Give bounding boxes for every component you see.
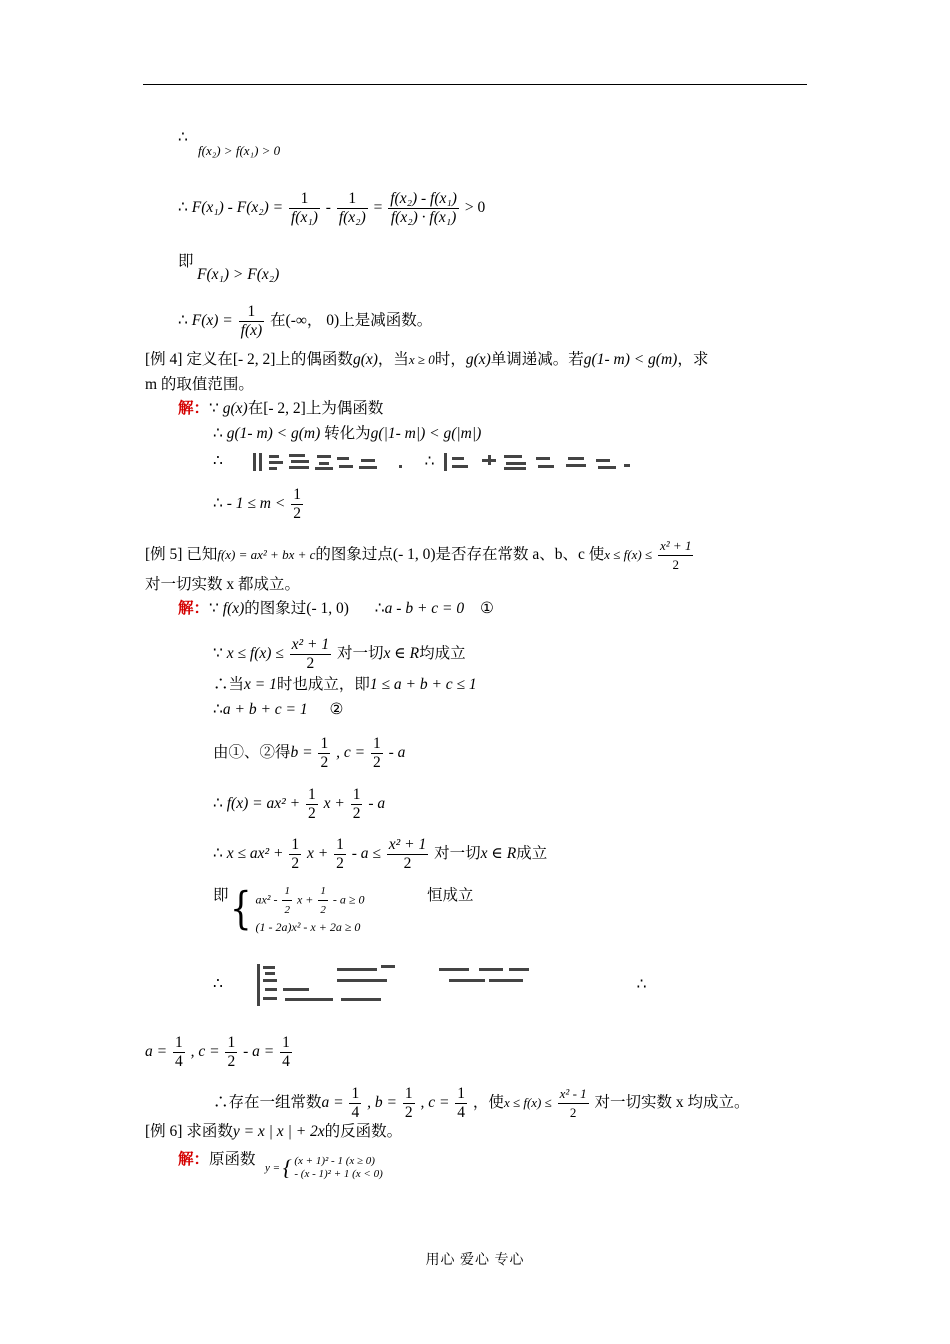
system-rows: ax² - $\frac{1}{2}$ x + $\frac{1}{2}$ - a ≥ 0 (1 - 2a)x² - x + 2a ≥ 0: [256, 882, 365, 936]
fraction: $\frac{1}{4}$: [351, 1085, 360, 1121]
fraction: $\frac{1}{f(x)}$: [240, 303, 263, 339]
garbled-formula-image: [438, 451, 658, 473]
fraction: $\frac{1}{2}$: [336, 836, 344, 872]
always-holds-text: 恒成立: [427, 887, 474, 904]
solution-5-line-7: ∴ x ≤ ax² + $\frac{1}{2}$ x + $\frac{1}{2}$ - a ≤ $\frac{\text{x² + 1}}{2}$ 对一切x ∈ R成立: [213, 836, 548, 872]
fraction: $\frac{1}{2}$: [404, 1085, 413, 1121]
example-5-statement: [例 5] 已知f(x) = ax² + bx + c的图象过点(- 1, 0)是否存在常数 a、b、c 使x ≤ f(x) ≤ $\frac{\text{x² + 1}}{2}$: [145, 538, 692, 572]
fraction: $\frac{1}{2}$: [307, 786, 316, 822]
brace-icon: {: [230, 883, 252, 935]
fraction: $\frac{1}{4}$: [174, 1034, 183, 1070]
solution-5-line-8: 即: [213, 887, 229, 904]
solution-4-line-2: ∴ g(1- m) < g(m) 转化为g(|1- m|) < g(|m|): [213, 425, 482, 442]
solution-5-line-2: ∵ x ≤ f(x) ≤ $\frac{\text{x² + 1}}{2}$ 对一切x ∈ R均成立: [213, 636, 466, 672]
therefore-symbol: ∴: [178, 129, 188, 146]
math-text: F(x₁) - F(x₂) =: [191, 199, 284, 217]
solution-5-line-9: ∴ ∴: [213, 962, 647, 1008]
fraction: $\frac{1}{2}$: [293, 486, 301, 522]
fraction: $\frac{1}{\text{f(x₂)}}$: [338, 190, 366, 226]
garbled-formula-image: [227, 451, 407, 473]
garbled-formula-image: [227, 962, 627, 1008]
fraction: $\frac{1}{4}$: [282, 1034, 290, 1070]
solution-5-line-1: 解：∵ f(x)的图象过(- 1, 0) ∴a - b + c = 0 ①: [178, 600, 494, 617]
solution-5-line-10: a = $\frac{1}{4}$ , c = $\frac{1}{2}$ - a = $\frac{1}{4}$: [145, 1034, 290, 1070]
brace-icon: {: [282, 1155, 292, 1180]
header-rule: [143, 84, 807, 85]
solution-4-line-1: 解：∵ g(x)在[- 2, 2]上为偶函数: [178, 400, 384, 417]
math-text: F(x) =: [191, 312, 233, 330]
line-2: [178, 190, 485, 227]
fraction: $\frac{1}{\text{f(x₁)}}$: [291, 190, 318, 226]
example-5-line-2: 对一切实数 x 都成立。: [145, 576, 301, 593]
fraction: $\frac{\text{x² + 1}}{2}$: [388, 836, 427, 872]
solution-4-line-3: ∴ ∴: [213, 451, 658, 473]
fraction: $\frac{\text{x² + 1}}{2}$: [660, 538, 692, 572]
therefore-symbol: ∴: [178, 312, 188, 330]
solution-6-line-1: 解：原函数: [178, 1151, 256, 1168]
fraction: $\frac{1}{4}$: [457, 1085, 466, 1121]
text: 即: [178, 253, 194, 270]
line-1: [178, 128, 188, 148]
fraction: $\frac{\text{f(x₂) - f(x₁)}}{\text{f(x₂) · f(x₁)}}$: [390, 190, 457, 226]
fraction: $\frac{1}{2}$: [352, 786, 361, 822]
line-3: [178, 252, 194, 272]
math-inequality: [198, 141, 280, 161]
math-text: > 0: [464, 199, 486, 217]
math-text: =: [373, 199, 383, 217]
solution-5-line-4: ∴a + b + c = 1 ②: [213, 701, 344, 718]
fraction: $\frac{1}{2}$: [227, 1034, 236, 1070]
fraction: $\frac{\text{x² + 1}}{2}$: [291, 636, 330, 672]
solution-5-line-5: 由①、②得b = $\frac{1}{2}$ , c = $\frac{1}{2}$ - a: [213, 735, 406, 771]
solution-5-line-6: ∴ f(x) = ax² + $\frac{1}{2}$ x + $\frac{1}{2}$ - a: [213, 786, 386, 822]
example-4-statement: [例 4] 定义在[- 2, 2]上的偶函数g(x)，当x ≥ 0时，g(x)单调递减。若g(1- m) < g(m)，求: [145, 351, 709, 368]
math-text: f(x₂) > f(x₁) > 0: [198, 143, 281, 158]
fraction: $\frac{1}{2}$: [372, 735, 381, 771]
example-4-line-2: m 的取值范围。: [145, 376, 254, 393]
fraction: $\frac{1}{2}$: [291, 836, 300, 872]
solution-label: 解：: [178, 600, 210, 617]
solution-4-line-4: ∴ - 1 ≤ m < $\frac{1}{2}$: [213, 486, 301, 522]
math-text: F(x₁) > F(x₂): [197, 266, 280, 283]
text: 在(-∞， 0)上是减函数。: [270, 312, 433, 330]
solution-5-conclusion: ∴存在一组常数a = $\frac{1}{4}$ , b = $\frac{1}{2}$ , c = $\frac{1}{4}$ ，使x ≤ f(x) ≤ $\frac{\text{x² - 1}}{2}$ 对一切实数 x 均成立。: [213, 1085, 750, 1121]
fraction: $\frac{\text{x² - 1}}{2}$: [559, 1086, 587, 1120]
solution-5-line-3: ∴当x = 1时也成立，即1 ≤ a + b + c ≤ 1: [213, 676, 477, 693]
example-6-statement: [例 6] 求函数y = x | x | + 2x的反函数。: [145, 1123, 403, 1140]
piecewise-function: y = { (x + 1)² - 1 (x ≥ 0) - (x - 1)² + 1 (x < 0): [265, 1155, 383, 1180]
math-text: -: [325, 199, 331, 217]
fraction: $\frac{1}{2}$: [320, 735, 329, 771]
page-footer: 用心 爱心 专心: [425, 1253, 525, 1268]
inequality-system: [230, 882, 364, 936]
therefore-symbol: ∴: [178, 199, 188, 217]
solution-label: 解：: [178, 1151, 210, 1168]
line-4: [178, 303, 432, 340]
math-inequality: [197, 265, 279, 285]
solution-label: 解：: [178, 400, 210, 417]
